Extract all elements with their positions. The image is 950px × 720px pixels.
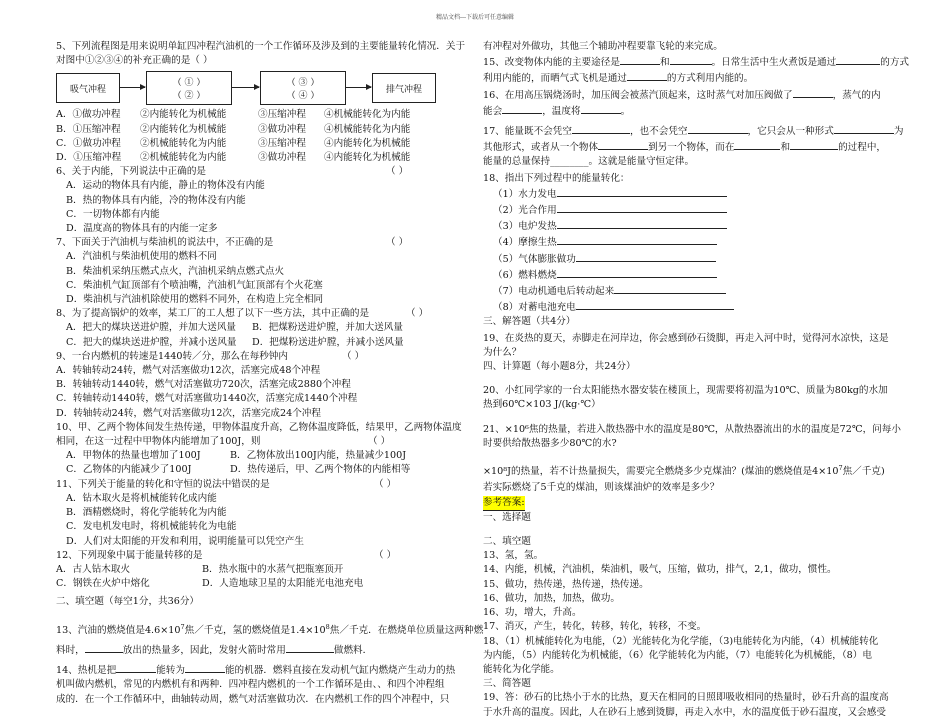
q16-blank-1[interactable] bbox=[793, 87, 833, 98]
q17-l1c: ，它只会从一种形式 bbox=[747, 126, 834, 138]
q10-options-cd bbox=[56, 463, 468, 477]
q5-b-4: ④机械能转化为内能 bbox=[324, 123, 411, 135]
q9-option-a[interactable]: A．转轴转动24转，燃气对活塞做功12次，活塞完成48个冲程 bbox=[56, 365, 321, 377]
q5-b-2: ②内能转化为机械能 bbox=[140, 123, 227, 135]
q5-d-1: D．①压缩冲程 bbox=[56, 152, 122, 164]
answers-section2: 二、填空题 bbox=[483, 536, 531, 548]
answer-line: 17、消灭，产生，转化，转移，转化，转移，不变。 bbox=[483, 621, 707, 633]
q5-d-4: ④内能转化为机械能 bbox=[324, 152, 411, 164]
q6-option-a[interactable]: A．运动的物体具有内能，静止的物体没有内能 bbox=[66, 180, 265, 192]
q9-option-d[interactable]: D．转轴转动24转，燃气对活塞做功12次，活塞完成24个冲程 bbox=[56, 407, 321, 419]
q18-label-4: （4）摩擦生热 bbox=[493, 237, 557, 249]
q21-line3 bbox=[483, 461, 893, 479]
q13-blank-1[interactable] bbox=[85, 642, 123, 653]
q9-answer-paren: （ ） bbox=[342, 350, 365, 362]
flow-arrow bbox=[345, 87, 371, 88]
q13-line1 bbox=[56, 620, 484, 638]
q18-blank-5[interactable] bbox=[576, 251, 716, 262]
q6-option-b[interactable]: B．热的物体具有内能，冷的物体没有内能 bbox=[66, 194, 246, 206]
q17-blank-1[interactable] bbox=[572, 123, 630, 134]
q6-option-c[interactable]: C．一切物体都有内能 bbox=[66, 208, 160, 220]
q17-l1b: ，也不会凭空 bbox=[629, 126, 688, 138]
q18-label-6: （6）燃料燃烧 bbox=[493, 269, 557, 281]
q10-option-d[interactable]: D．热传递后，甲、乙两个物体的内能相等 bbox=[230, 464, 411, 476]
q17-l1d: 为 bbox=[893, 126, 904, 138]
q11-option-d[interactable]: D．人们对太阳能的开发和利用，说明能量可以凭空产生 bbox=[66, 535, 304, 547]
q17-line3: 能量的总量保持________。这就是能量守恒定律。 bbox=[483, 156, 695, 168]
q21-exp: 7 bbox=[838, 464, 843, 473]
q21-line2: 时要供给散热器多少80℃的水? bbox=[483, 437, 617, 449]
q10-option-b[interactable]: B．乙物体放出100J内能，热量减少100J bbox=[230, 450, 407, 462]
q15-l2a: 利用内能的，而晒气式飞机是通过 bbox=[483, 73, 627, 85]
q12-options-cd bbox=[56, 577, 468, 591]
q18-item-4 bbox=[483, 234, 893, 250]
q13-exp2: 8 bbox=[325, 622, 330, 631]
q21-l3a: ×10⁸J的热量，若不计热量损失，需要完全燃烧多少克煤油？(煤油的燃烧值是4×10 bbox=[483, 466, 839, 478]
q8-option-b[interactable]: B．把煤粉送进炉膛，并加大送风量 bbox=[252, 322, 403, 334]
q13-part-c: 焦／千克．在燃烧单位质量这两种燃 bbox=[329, 624, 484, 636]
answer-line: 15、做功，热传递，热传递，热传递。 bbox=[483, 578, 649, 590]
q11-text: 11、下列关于能量的转化和守恒的说法中错误的是 bbox=[56, 478, 270, 490]
flow-arrow bbox=[119, 87, 145, 88]
q17-l2d: 的过程中， bbox=[838, 142, 887, 154]
q15-blank-4[interactable] bbox=[627, 70, 667, 81]
q21-l3b: 焦／千克) bbox=[842, 466, 885, 478]
q18-item-8 bbox=[483, 299, 893, 315]
q12-answer-paren: （ ） bbox=[374, 549, 397, 561]
section3-title: 三、解答题（共4分） bbox=[483, 316, 576, 328]
q18-label-2: （2）光合作用 bbox=[493, 205, 557, 217]
q5-b-1: B．①压缩冲程 bbox=[56, 123, 121, 135]
q13-exp1: 7 bbox=[180, 622, 185, 631]
q18-label-3: （3）电炉发热 bbox=[493, 221, 557, 233]
q19-line2: 为什么？ bbox=[483, 346, 522, 358]
q5-option-a[interactable] bbox=[56, 108, 468, 122]
q13-blank-2[interactable] bbox=[286, 642, 334, 653]
q8-answer-paren: （ ） bbox=[406, 308, 429, 320]
q18-blank-4[interactable] bbox=[557, 234, 717, 245]
q16-l2c: 。 bbox=[620, 105, 631, 117]
q18-label-5: （5）气体膨胀做功 bbox=[493, 253, 576, 265]
q15-l1c: 。日常生活中生火煮饭是通过 bbox=[711, 57, 837, 69]
q17-l2c: 和 bbox=[780, 142, 791, 154]
blank-1-label: （ ① ） bbox=[172, 78, 206, 89]
q5-d-2: ②机械能转化为内能 bbox=[140, 152, 227, 164]
q15-l2b: 的方式利用内能的。 bbox=[666, 73, 754, 85]
section4-title: 四、计算题（每小题8分，共24分） bbox=[483, 361, 636, 373]
q17-l1a: 17、能量既不会凭空 bbox=[483, 126, 572, 138]
q5-d-3: ③做功冲程 bbox=[258, 152, 306, 164]
page-header: 精品文档---下载后可任意编辑 bbox=[435, 14, 515, 21]
q18-title: 18、指出下列过程中的能量转化： bbox=[483, 172, 630, 184]
q15-blank-2[interactable] bbox=[670, 54, 712, 65]
q18-item-1 bbox=[483, 186, 893, 202]
q14-l1a: 14、热机是把 bbox=[56, 665, 117, 677]
q13-part-a: 13、汽油的燃烧值是4.6×10 bbox=[56, 624, 181, 636]
q7-text: 7、下面关于汽油机与柴油机的说法中，不正确的是 bbox=[56, 237, 274, 249]
q5-option-d[interactable] bbox=[56, 151, 468, 165]
answer-line: 能转化为化学能。 bbox=[483, 663, 560, 675]
q18-blank-7[interactable] bbox=[614, 283, 726, 294]
q11-option-b[interactable]: B．酒精燃烧时，将化学能转化为内能 bbox=[66, 507, 227, 519]
q12-options-ab bbox=[56, 563, 468, 577]
q13-line2 bbox=[56, 642, 468, 658]
q17-blank-3[interactable] bbox=[834, 123, 894, 134]
blank-2-label: （ ② ） bbox=[172, 91, 206, 102]
q12-title bbox=[56, 549, 468, 563]
q9-option-b[interactable]: B．转轴转动1440转，燃气对活塞做功720次，活塞完成2880个冲程 bbox=[56, 379, 351, 391]
q18-blank-3[interactable] bbox=[557, 218, 727, 229]
q8-title bbox=[56, 307, 468, 321]
q5-option-c[interactable] bbox=[56, 137, 468, 151]
q11-title bbox=[56, 478, 468, 492]
q21-line4: 若实际燃烧了5千克的煤油，则该煤油炉的效率是多少？ bbox=[483, 482, 720, 494]
q17-l2b: 到另一个物体，而在 bbox=[648, 142, 735, 154]
q14-l1c: 能的机器．燃料直接在发动机气缸内燃烧产生动力的热 bbox=[224, 665, 456, 677]
q8-text: 8、为了提高锅炉的效率，某工厂的工人想了以下一些方法，其中正确的是 bbox=[56, 308, 370, 320]
q18-blank-2[interactable] bbox=[557, 202, 727, 213]
q7-option-d[interactable]: D．柴油机与汽油机除使用的燃料不同外，在构造上完全相同 bbox=[66, 294, 324, 306]
q20-line2: 热到60℃×103 J/(kg·℃） bbox=[483, 399, 601, 411]
q15-blank-3[interactable] bbox=[836, 54, 880, 65]
q16-blank-3[interactable] bbox=[581, 103, 621, 114]
q14-continuation: 有冲程对外做功，其他三个辅助冲程要靠飞轮的来完成。 bbox=[483, 41, 723, 52]
answer-line: 16、做功，加热，加热，做功。 bbox=[483, 592, 620, 604]
q14-blank-1[interactable] bbox=[116, 662, 156, 673]
q5-title-line2: 对图中①②③④的补充正确的是（ ） bbox=[56, 55, 213, 67]
q7-answer-paren: （ ） bbox=[386, 237, 409, 249]
q14-l1b: 能转为 bbox=[156, 665, 185, 677]
q18-label-7: （7）电动机通电后转动起来 bbox=[493, 286, 615, 298]
q10-line1: 10、甲、乙两个物体间发生热传递，甲物体温度升高，乙物体温度降低，结果甲，乙两物体温度 bbox=[56, 421, 462, 433]
q5-a-3: ③压缩冲程 bbox=[258, 109, 306, 121]
answers-section1: 一、选择题 bbox=[483, 511, 531, 523]
q17-l2a: 其他形式，或者从一个物体 bbox=[483, 142, 599, 154]
q18-label-1: （1）水力发电 bbox=[493, 188, 557, 200]
q8-option-c[interactable]: C．把大的煤块送进炉膛，并减小送风量 bbox=[66, 336, 237, 348]
q5-c-2: ②机械能转化为内能 bbox=[140, 137, 227, 149]
exhaust-stroke-box: 排气冲程 bbox=[372, 73, 436, 103]
flow-arrow bbox=[231, 87, 259, 88]
answer-line: 为内能，（5）内能转化为机械能，（6）化学能转化为内能，（7）电能转化为机械能，（8）电 bbox=[483, 649, 872, 661]
answer-line: 18、（1）机械能转化为电能，（2）光能转化为化学能，（3)电能转化为内能，（4）机械能转化 bbox=[483, 635, 879, 647]
q17-line1 bbox=[483, 123, 904, 139]
stroke-box-1-2 bbox=[146, 71, 232, 105]
q18-item-5 bbox=[483, 251, 893, 267]
q6-answer-paren: （ ） bbox=[386, 166, 409, 178]
q8-option-a[interactable]: A．把大的煤块送进炉膛，并加大送风量 bbox=[66, 322, 237, 334]
q5-b-3: ③做功冲程 bbox=[258, 123, 306, 135]
engine-flowchart bbox=[56, 71, 468, 105]
q15-line1 bbox=[483, 54, 910, 70]
q18-blank-6[interactable] bbox=[557, 267, 717, 278]
q10-text: 相同，在这一过程中甲物体内能增加了100J，则 bbox=[56, 436, 261, 448]
intake-stroke-box: 吸气冲程 bbox=[56, 73, 120, 103]
answer-line: 14、内能，机械，汽油机，柴油机，吸气，压缩，做功，排气，2,1，做功，惯性。 bbox=[483, 564, 837, 576]
answers-section3: 三、简答题 bbox=[483, 678, 531, 690]
q21-line1: 21、×10⁶焦的热量，若进入散热器中水的温度是80℃，从散热器流出的水的温度是72℃，问每小 bbox=[483, 423, 901, 435]
blank-4-label: （ ④ ） bbox=[286, 91, 320, 102]
q7-title bbox=[56, 236, 468, 250]
q5-title-line1: 5、下列流程图是用来说明单缸四冲程汽油机的一个工作循环及涉及到的主要能量转化情况．关于 bbox=[56, 41, 466, 52]
q5-a-4: ④机械能转化为内能 bbox=[324, 109, 411, 121]
q13-l2a: 料时， bbox=[56, 644, 85, 656]
q16-l2a: 能会 bbox=[483, 105, 503, 117]
q15-l1d: 的方式 bbox=[880, 57, 910, 69]
q5-a-1: A．①做功冲程 bbox=[56, 109, 121, 121]
q12-option-a[interactable]: A．古人钻木取火 bbox=[56, 563, 131, 575]
q18-blank-1[interactable] bbox=[557, 186, 727, 197]
q14-blank-2[interactable] bbox=[185, 662, 225, 673]
q7-option-c[interactable]: C．柴油机气缸顶部有个喷油嘴，汽油机气缸顶部有个火花塞 bbox=[66, 279, 323, 291]
q18-label-8: （8）对蓄电池充电 bbox=[493, 302, 576, 314]
q17-blank-5[interactable] bbox=[734, 139, 780, 150]
q8-options-cd bbox=[56, 336, 468, 350]
q16-l1b: ，蒸气的内 bbox=[832, 89, 881, 101]
q9-option-c[interactable]: C．转轴转动1440转，燃气对活塞做功1440次，活塞完成1440个冲程 bbox=[56, 393, 358, 405]
q12-option-d[interactable]: D．人造地球卫星的太阳能光电池充电 bbox=[202, 578, 364, 590]
q15-line2 bbox=[483, 70, 893, 86]
q5-c-3: ③压缩冲程 bbox=[258, 137, 306, 149]
q15-blank-1[interactable] bbox=[620, 54, 660, 65]
answers-title: 参考答案: bbox=[483, 496, 525, 511]
q14-line1 bbox=[56, 662, 468, 678]
q16-line2 bbox=[483, 103, 893, 119]
q6-text: 6、关于内能，下列说法中正确的是 bbox=[56, 166, 207, 178]
stroke-box-3-4 bbox=[260, 71, 346, 105]
q17-blank-6[interactable] bbox=[790, 139, 838, 150]
answer-q19-line2: 于水升高的温度。因此，人在砂石上感到烫脚，再走入水中，水的温度低于砂石温度，又会感受 bbox=[483, 706, 886, 718]
q12-text: 12、下列现象中属于能量转移的是 bbox=[56, 549, 203, 561]
q14-line2: 机叫做内燃机，常见的内燃机有和两种．四冲程内燃机的一个工作循环是由、、和四个冲程组 bbox=[56, 679, 445, 691]
q9-title bbox=[56, 350, 468, 364]
q15-l1a: 15、改变物体内能的主要途径是 bbox=[483, 57, 620, 69]
q18-item-2 bbox=[483, 202, 893, 218]
q16-line1 bbox=[483, 87, 893, 103]
q19-line1: 19、在炎热的夏天，赤脚走在河岸边，你会感到砂石烫脚，再走入河中时，觉得河水凉快，这是 bbox=[483, 332, 889, 344]
q14-line3: 成的．在一个工作循环中，曲轴转动周，燃气对活塞做功次．在内燃机工作的四个冲程中，只 bbox=[56, 693, 450, 705]
q11-option-c[interactable]: C．发电机发电时，将机械能转化为电能 bbox=[66, 521, 237, 533]
q5-c-4: ④内能转化为机械能 bbox=[324, 137, 411, 149]
q18-item-3 bbox=[483, 218, 893, 234]
q7-option-b[interactable]: B．柴油机采纳压燃式点火，汽油机采纳点燃式点火 bbox=[66, 265, 285, 277]
q15-l1b: 和 bbox=[659, 57, 670, 69]
q16-l1a: 16、在用高压锅烧汤时，加压阀会被蒸汽顶起来，这时蒸气对加压阀做了 bbox=[483, 89, 793, 101]
q8-options-ab bbox=[56, 321, 468, 335]
q9-text: 9、一台内燃机的转速是1440转／分，那么在每秒钟内 bbox=[56, 350, 288, 362]
q20-line1: 20、小红同学家的一台太阳能热水器安装在楼顶上，现需要将初温为10℃、质量为80kg的水加 bbox=[483, 385, 888, 397]
q10-answer-paren: （ ） bbox=[368, 436, 391, 448]
q12-option-b[interactable]: B．热水瓶中的水蒸气把瓶塞顶开 bbox=[202, 563, 344, 575]
answer-line: 16、功，增大，升高。 bbox=[483, 607, 582, 619]
q10-option-c[interactable]: C．乙物体的内能减少了100J bbox=[66, 464, 192, 476]
q18-item-7 bbox=[483, 283, 893, 299]
blank-3-label: （ ③ ） bbox=[286, 78, 320, 89]
q13-l2c: 做燃料． bbox=[333, 644, 373, 656]
q13-part-b: 焦／千克，氢的燃烧值是1.4×10 bbox=[184, 624, 326, 636]
left-column bbox=[56, 40, 484, 707]
q17-line2 bbox=[483, 139, 893, 155]
q17-blank-4[interactable] bbox=[598, 139, 648, 150]
q16-blank-2[interactable] bbox=[502, 103, 542, 114]
q16-l2b: ，温度将 bbox=[542, 105, 581, 117]
q18-item-6 bbox=[483, 267, 893, 283]
q5-c-1: C．①做功冲程 bbox=[56, 137, 121, 149]
q6-title bbox=[56, 165, 468, 179]
q5-a-2: ②内能转化为机械能 bbox=[140, 109, 227, 121]
q11-answer-paren: （ ） bbox=[374, 478, 397, 490]
q10-line2 bbox=[56, 435, 468, 449]
answer-q19-line1: 19、答：砂石的比热小于水的比热，夏天在相同的日照即吸收相同的热量时，砂石升高的温度高 bbox=[483, 692, 889, 704]
q11-option-a[interactable]: A．钻木取火是将机械能转化成内能 bbox=[66, 492, 217, 504]
section2-title: 二、填空题（每空1分，共36分） bbox=[56, 596, 200, 608]
q17-blank-2[interactable] bbox=[688, 123, 748, 134]
right-column bbox=[483, 40, 910, 720]
q8-option-d[interactable]: D．把煤粉送进炉膛，并减小送风量 bbox=[252, 336, 404, 348]
q13-l2b: 放出的热量多，因此，发射火箭时常用 bbox=[122, 644, 286, 656]
q7-option-a[interactable]: A．汽油机与柴油机使用的燃料不同 bbox=[66, 251, 217, 263]
q12-option-c[interactable]: C．钢铁在火炉中熔化 bbox=[56, 578, 150, 590]
q6-option-d[interactable]: D．温度高的物体具有的内能一定多 bbox=[66, 223, 218, 235]
answer-line: 13、氢，氢。 bbox=[483, 550, 544, 562]
q18-blank-8[interactable] bbox=[576, 299, 734, 310]
answers-title-row bbox=[483, 496, 893, 511]
q10-options-ab bbox=[56, 449, 468, 463]
q5-option-b[interactable] bbox=[56, 123, 468, 137]
q10-option-a[interactable]: A．甲物体的热量也增加了100J bbox=[66, 450, 201, 462]
